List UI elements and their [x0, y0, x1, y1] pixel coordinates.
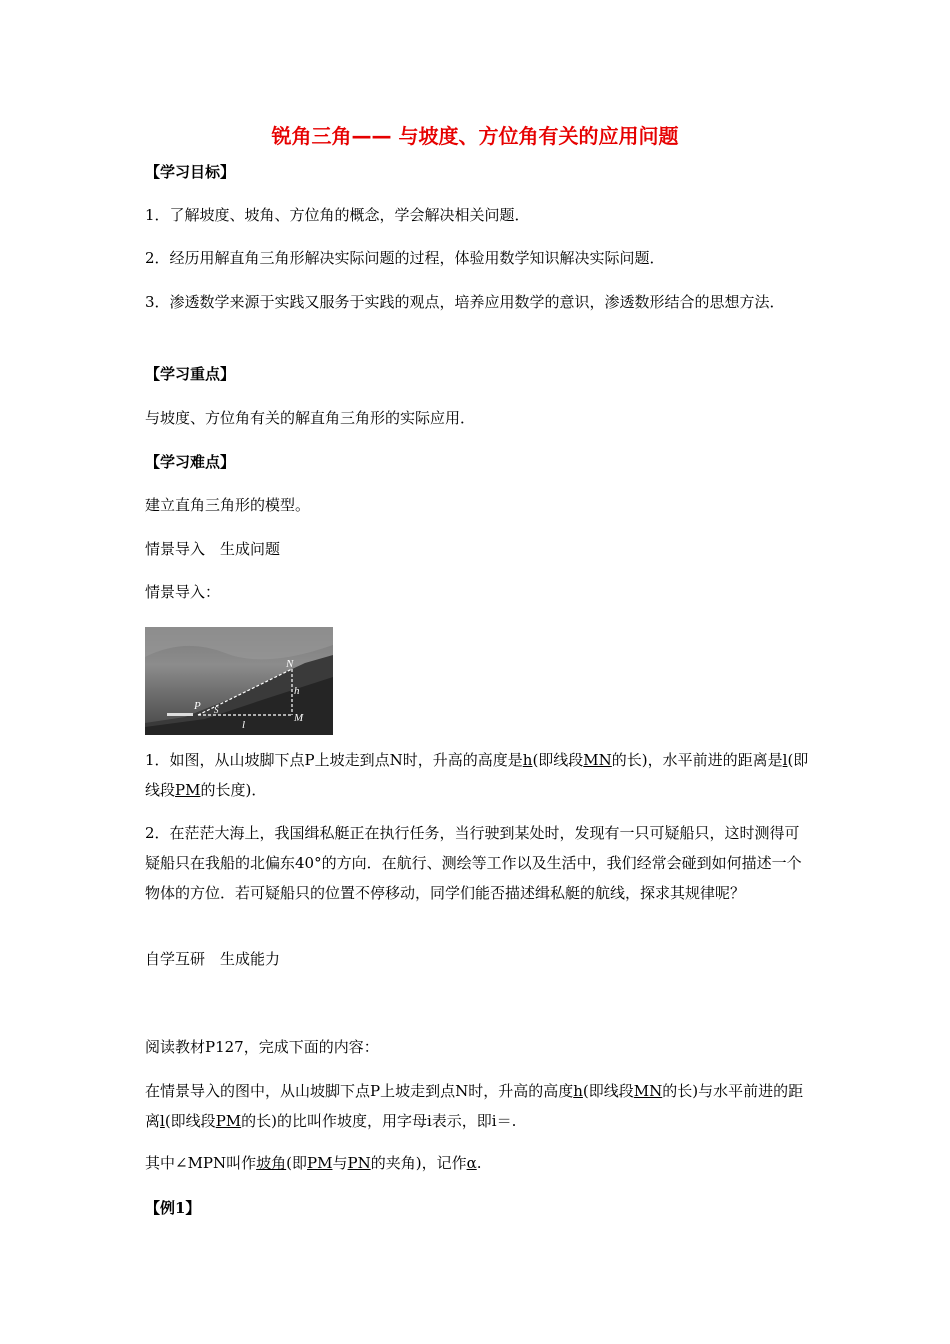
label-l: l — [242, 719, 246, 731]
p2-blank-pn: PN — [347, 1154, 371, 1172]
goals-heading: 【学习目标】 — [145, 163, 236, 181]
p1-blank-h: h — [573, 1082, 583, 1100]
q1-blank-h: h — [522, 751, 533, 769]
p2-blank-pm: PM — [307, 1154, 333, 1172]
p1-blank-l: l — [160, 1112, 165, 1130]
page-title: 锐角三角—— 与坡度、方位角有关的应用问题 — [271, 124, 679, 148]
label-h: h — [294, 685, 300, 697]
p2-text-c: 与 — [332, 1154, 348, 1172]
q1-text-a: 1．如图，从山坡脚下点P上坡走到点N时，升高的高度是 — [145, 751, 523, 769]
q1-text-d: (即线段 — [145, 751, 809, 799]
intro-question-1 — [145, 745, 810, 805]
goal-item-1: 1．了解坡度、坡角、方位角的概念，学会解决相关问题． — [145, 206, 530, 224]
slope-photo — [145, 627, 333, 735]
p1-text-b: (即线段 — [582, 1082, 634, 1100]
slope-diagram — [145, 627, 333, 735]
label-N: N — [286, 658, 294, 670]
goal-item-2: 2．经历用解直角三角形解决实际问题的过程，体验用数学知识解决实际问题． — [145, 249, 665, 267]
p1-text-c: 的长)与水平前进的距离 — [145, 1082, 804, 1130]
p1-blank-mn: MN — [633, 1082, 663, 1100]
label-S: S — [214, 705, 219, 715]
q1-blank-mn: MN — [583, 751, 612, 769]
key-points-heading: 【学习重点】 — [145, 365, 236, 383]
q1-blank-pm: PM — [175, 781, 201, 799]
self-study-read: 阅读教材P127，完成下面的内容： — [145, 1038, 379, 1056]
p1-blank-pm: PM — [215, 1112, 242, 1130]
slope-definition — [145, 1076, 810, 1136]
p1-text-e: 的长)的比叫作坡度，用字母i表示，即i＝. — [241, 1112, 517, 1130]
intro-section-title: 情景导入 生成问题 — [145, 540, 281, 558]
p1-text-d: (即线段 — [164, 1112, 216, 1130]
p2-text-e: . — [476, 1154, 482, 1172]
q1-text-e: 的长度)． — [200, 781, 267, 799]
p2-blank-angle: 坡角 — [256, 1154, 287, 1172]
example-heading: 【例1】 — [145, 1199, 201, 1217]
intro-label: 情景导入： — [145, 583, 221, 601]
slope-angle-definition — [145, 1148, 810, 1178]
p2-text-a: 其中∠MPN叫作 — [145, 1154, 257, 1172]
q1-blank-l: l — [782, 751, 788, 769]
label-P: P — [194, 700, 201, 712]
p1-text-a: 在情景导入的图中，从山坡脚下点P上坡走到点N时，升高的高度 — [145, 1082, 574, 1100]
q1-text-c: 的长)，水平前进的距离是 — [611, 751, 783, 769]
p2-blank-alpha: α — [466, 1154, 477, 1172]
p2-text-d: 的夹角)，记作 — [370, 1154, 467, 1172]
label-M: M — [294, 712, 304, 724]
p2-text-b: (即 — [286, 1154, 308, 1172]
difficulties-text: 建立直角三角形的模型。 — [145, 496, 311, 514]
difficulties-heading: 【学习难点】 — [145, 453, 236, 471]
self-study-section-title: 自学互研 生成能力 — [145, 950, 281, 968]
intro-question-2: 2．在茫茫大海上，我国缉私艇正在执行任务，当行驶到某处时，发现有一只可疑船只，这时测得可疑船只在我船的北偏东40°的方向．在航行、测绘等工作以及生活中，我们经常会碰到如何描述一个物体的方位．若可疑船只的位置不停移动，同学们能否描述缉私艇的航线，探求其规律呢？ — [145, 824, 802, 902]
q1-text-b: (即线段 — [532, 751, 584, 769]
goal-item-3: 3．渗透数学来源于实践又服务于实践的观点，培养应用数学的意识，渗透数形结合的思想方法． — [145, 293, 785, 311]
key-points-text: 与坡度、方位角有关的解直角三角形的实际应用． — [145, 409, 476, 427]
